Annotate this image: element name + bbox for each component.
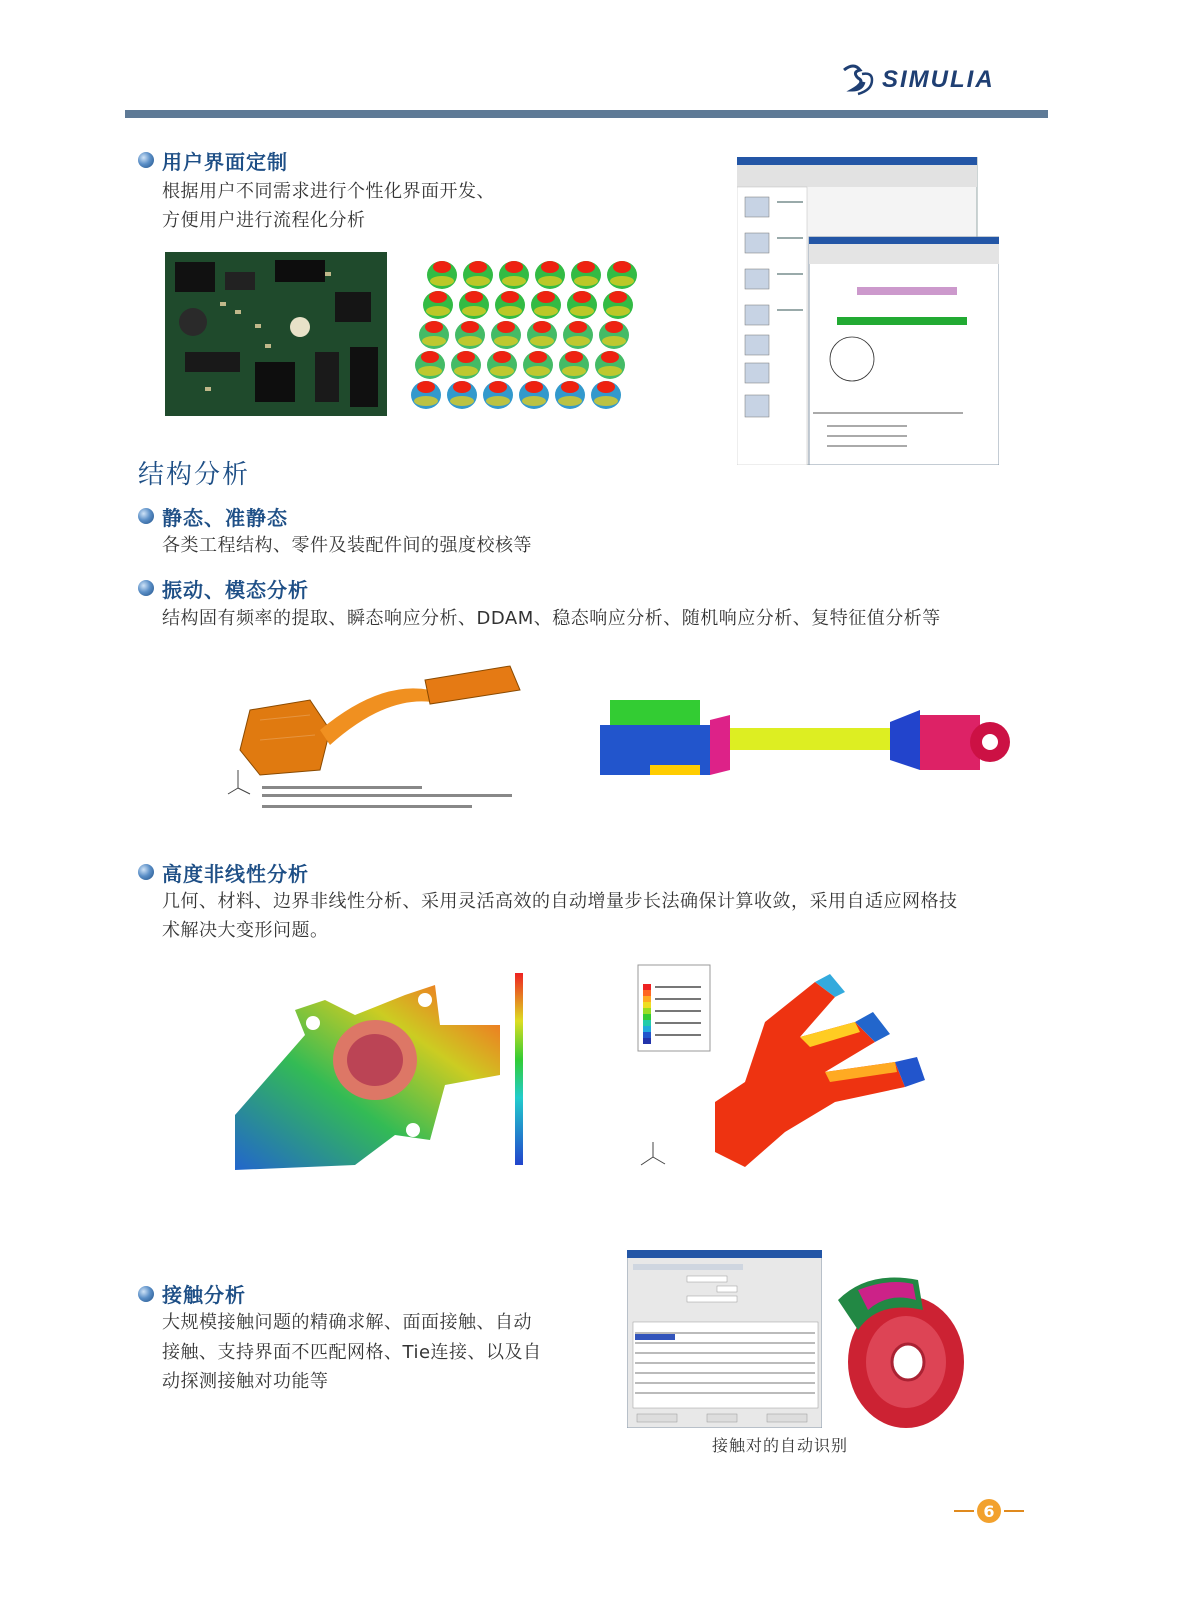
solder-ball	[411, 381, 441, 409]
contact-line2: 接触、支持界面不匹配网格、Tie连接、以及自	[162, 1342, 542, 1363]
solder-ball	[567, 291, 597, 319]
3ds-logo-icon	[838, 60, 878, 100]
solder-ball	[599, 321, 629, 349]
solder-ball	[495, 291, 525, 319]
solder-ball	[423, 291, 453, 319]
solder-ball	[447, 381, 477, 409]
nonlinear-heading: 高度非线性分析	[162, 862, 309, 886]
solder-ball	[607, 261, 637, 289]
software-window-image	[737, 157, 999, 465]
solder-ball	[603, 291, 633, 319]
ui-custom-line2: 方便用户进行流程化分析	[162, 210, 366, 231]
solder-ball	[527, 321, 557, 349]
nonlinear-line1: 几何、材料、边界非线性分析、采用灵活高效的自动增量步长法确保计算收敛，采用自适应网格技	[162, 891, 958, 912]
bullet-icon	[138, 152, 154, 168]
vibration-heading: 振动、模态分析	[162, 578, 309, 602]
solder-ball	[415, 351, 445, 379]
solder-ball	[451, 351, 481, 379]
brand-name: SIMULIA	[882, 66, 995, 93]
page-line-right	[1004, 1510, 1024, 1512]
bullet-icon	[138, 864, 154, 880]
page-line-left	[954, 1510, 974, 1512]
solder-ball	[563, 321, 593, 349]
solder-ball	[483, 381, 513, 409]
ui-custom-heading: 用户界面定制	[162, 150, 288, 174]
bullet-icon	[138, 1286, 154, 1302]
solder-ball	[595, 351, 625, 379]
solder-ball	[531, 291, 561, 319]
engine-fea-model-image	[590, 670, 1030, 800]
nonlinear-line2: 术解决大变形问题。	[162, 920, 329, 941]
contact-heading: 接触分析	[162, 1283, 246, 1307]
solder-ball	[427, 261, 457, 289]
manifold-flange-contour-image	[235, 965, 525, 1170]
solder-ball	[491, 321, 521, 349]
solder-ball	[559, 351, 589, 379]
page-number-badge: 6	[977, 1499, 1001, 1523]
solder-ball	[499, 261, 529, 289]
ui-custom-line1: 根据用户不同需求进行个性化界面开发、	[162, 181, 495, 202]
solder-ball	[555, 381, 585, 409]
solder-ball	[455, 321, 485, 349]
solder-ball-image	[400, 255, 644, 410]
solder-ball	[535, 261, 565, 289]
solder-ball	[419, 321, 449, 349]
structural-title: 结构分析	[138, 460, 251, 490]
solder-ball	[571, 261, 601, 289]
bullet-icon	[138, 580, 154, 596]
static-heading: 静态、准静态	[162, 506, 288, 530]
solder-ball	[487, 351, 517, 379]
contact-caption: 接触对的自动识别	[712, 1436, 849, 1455]
static-text: 各类工程结构、零件及装配件间的强度校核等	[162, 535, 532, 556]
vibration-text: 结构固有频率的提取、瞬态响应分析、DDAM、稳态响应分析、随机响应分析、复特征值分析等	[162, 608, 941, 629]
solder-ball	[459, 291, 489, 319]
header-rule	[125, 110, 1048, 118]
simulia-logo	[838, 58, 1018, 102]
solder-ball	[463, 261, 493, 289]
exhaust-manifold-contour-image	[635, 962, 940, 1172]
solder-ball	[519, 381, 549, 409]
contact-line3: 动探测接触对功能等	[162, 1371, 329, 1392]
bullet-icon	[138, 508, 154, 524]
engine-mode-shape-image	[220, 660, 540, 820]
brake-disc-contact-image	[828, 1270, 968, 1432]
contact-line1: 大规模接触问题的精确求解、面面接触、自动	[162, 1312, 532, 1333]
page-number	[952, 1498, 1026, 1524]
solder-ball	[591, 381, 621, 409]
pcb-image	[165, 252, 387, 416]
solder-ball	[523, 351, 553, 379]
contact-dialog-image	[627, 1250, 822, 1428]
